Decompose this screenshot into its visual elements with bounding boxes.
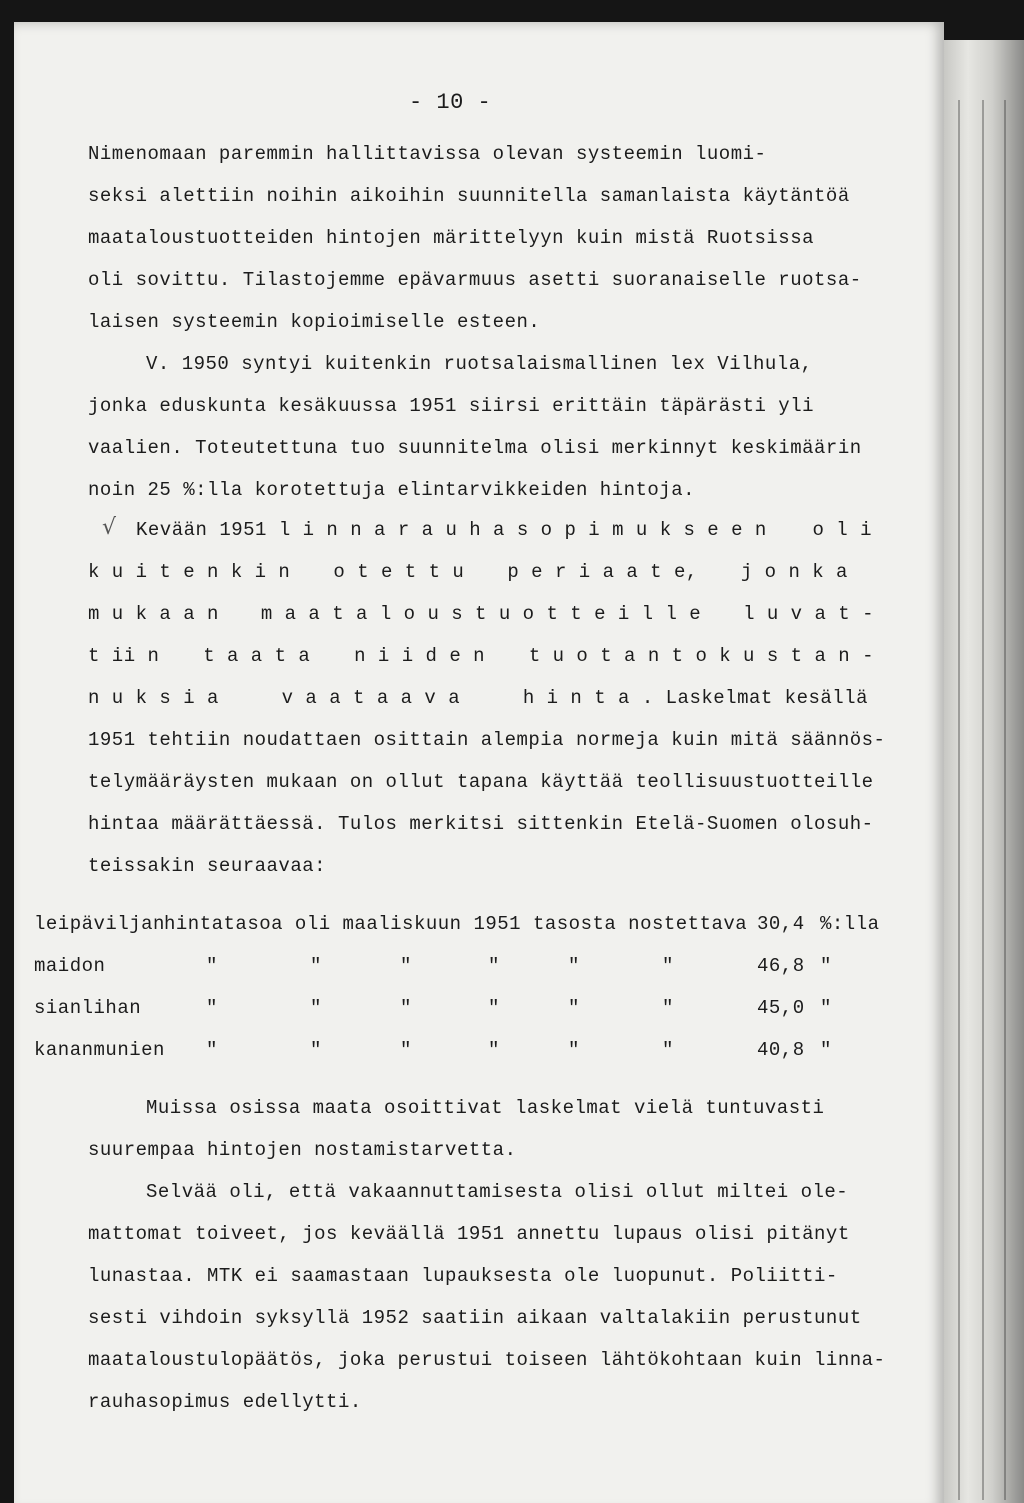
edge-line [958, 100, 960, 1500]
text-line: jonka eduskunta kesäkuussa 1951 siirsi erittäin täpärästi yli [88, 395, 815, 417]
ditto-mark: " [206, 955, 218, 977]
table-value: 40,8 [757, 1039, 805, 1061]
spaced-line [88, 687, 868, 709]
text-line: teissakin seuraavaa: [88, 855, 327, 877]
text-segment [136, 519, 767, 541]
text-line: lunastaa. MTK ei saamastaan lupauksesta ole luopunut. Poliitti- [88, 1265, 838, 1287]
table-item: maidon [34, 955, 106, 977]
text-line: suurempaa hintojen nostamistarvetta. [88, 1139, 517, 1161]
ditto-mark: " [568, 997, 580, 1019]
text-line: hintaa määrättäessä. Tulos merkitsi sittenkin Etelä-Suomen olosuh- [88, 813, 874, 835]
text-segment: o t e t t u [333, 561, 465, 583]
text-segment: j o n k a [740, 561, 848, 583]
ditto-mark: " [488, 1039, 500, 1061]
ditto-mark: " [310, 997, 322, 1019]
text-line: telymääräysten mukaan on ollut tapana käyttää teollisuustuotteille [88, 771, 874, 793]
text-segment: n u k s i a [88, 687, 219, 709]
checkmark-icon: √ [102, 515, 117, 540]
table-row [14, 913, 944, 939]
text-segment: n i i d e n [354, 645, 486, 667]
ditto-mark: " [488, 955, 500, 977]
text-line: rauhasopimus edellytti. [88, 1391, 362, 1413]
text-segment [523, 687, 868, 709]
text-segment: k u i t e n k i n [88, 561, 291, 583]
text-line: noin 25 %:lla korotettuja elintarvikkeiden hintoja. [88, 479, 695, 501]
text-line: mattomat toiveet, jos keväällä 1951 annettu lupaus olisi pitänyt [88, 1223, 850, 1245]
edge-line [982, 100, 984, 1500]
table-item: kananmunien [34, 1039, 165, 1061]
text-segment: t a a t a [203, 645, 311, 667]
text-line: maataloustuotteiden hintojen märittelyyn kuin mistä Ruotsissa [88, 227, 815, 249]
table-unit: " [820, 955, 832, 977]
text-segment: m u k a a n [88, 603, 219, 625]
text-line: Nimenomaan paremmin hallittavissa olevan systeemin luomi- [88, 143, 767, 165]
table-item: sianlihan [34, 997, 142, 1019]
text-line: maataloustulopäätös, joka perustui toiseen lähtökohtaan kuin linna- [88, 1349, 886, 1371]
table-unit: " [820, 997, 832, 1019]
text-line: sesti vihdoin syksyllä 1952 saatiin aikaan valtalakiin perustunut [88, 1307, 862, 1329]
spaced-line [88, 645, 874, 667]
table-value: 30,4 [757, 913, 805, 935]
table-row [14, 997, 944, 1023]
table-row [14, 955, 944, 981]
page-stack-edge [944, 40, 1024, 1503]
text-segment: t u o t a n t o k u s t a n - [528, 645, 874, 667]
ditto-mark: " [488, 997, 500, 1019]
ditto-mark: " [662, 997, 674, 1019]
text-segment: o l i [812, 519, 872, 541]
edge-line [1004, 100, 1006, 1500]
ditto-mark: " [400, 997, 412, 1019]
table-value: 45,0 [757, 997, 805, 1019]
ditto-mark: " [400, 955, 412, 977]
page-number: - 10 - [409, 90, 492, 115]
document-page [14, 22, 944, 1503]
ditto-mark: " [400, 1039, 412, 1061]
text-segment: l u v a t - [743, 603, 874, 625]
ditto-mark: " [662, 955, 674, 977]
ditto-mark: " [206, 1039, 218, 1061]
table-unit: " [820, 1039, 832, 1061]
table-row [14, 1039, 944, 1065]
ditto-mark: " [662, 1039, 674, 1061]
text-segment: Kevään 1951 [136, 519, 267, 541]
page-text [14, 22, 944, 1503]
ditto-mark: " [568, 1039, 580, 1061]
ditto-mark: " [568, 955, 580, 977]
table-value: 46,8 [757, 955, 805, 977]
table-item: leipäviljan [34, 913, 165, 935]
text-line: Selvää oli, että vakaannuttamisesta olisi ollut miltei ole- [146, 1181, 849, 1203]
text-segment: h i n t a . [522, 687, 654, 709]
table-header-text: hintatasoa oli maaliskuun 1951 tasosta nostettava [164, 913, 748, 935]
ditto-mark: " [206, 997, 218, 1019]
text-line: seksi alettiin noihin aikoihin suunnitella samanlaista käytäntöä [88, 185, 850, 207]
text-line: V. 1950 syntyi kuitenkin ruotsalaismallinen lex Vilhula, [146, 353, 813, 375]
text-line: Muissa osissa maata osoittivat laskelmat vielä tuntuvasti [146, 1097, 825, 1119]
text-segment: p e r i a a t e, [507, 561, 698, 583]
spaced-line [88, 603, 874, 625]
text-line: vaalien. Toteutettuna tuo suunnitelma olisi merkinnyt keskimäärin [88, 437, 862, 459]
text-line: laisen systeemin kopioimiselle esteen. [88, 311, 541, 333]
text-segment: m a a t a l o u s t u o t t e i l l e [260, 603, 702, 625]
text-segment: Laskelmat kesällä [665, 687, 868, 709]
table-unit: %:lla [820, 913, 880, 935]
text-line: 1951 tehtiin noudattaen osittain alempia normeja kuin mitä säännös- [88, 729, 886, 751]
spaced-line [88, 561, 848, 583]
text-segment: t ii n [88, 645, 160, 667]
text-line: oli sovittu. Tilastojemme epävarmuus asetti suoranaiselle ruotsa- [88, 269, 862, 291]
ditto-mark: " [310, 1039, 322, 1061]
ditto-mark: " [310, 955, 322, 977]
text-segment: v a a t a a v a [281, 687, 461, 709]
text-segment: l i n n a r a u h a s o p i m u k s e e n [278, 519, 767, 541]
spaced-line [136, 519, 872, 541]
